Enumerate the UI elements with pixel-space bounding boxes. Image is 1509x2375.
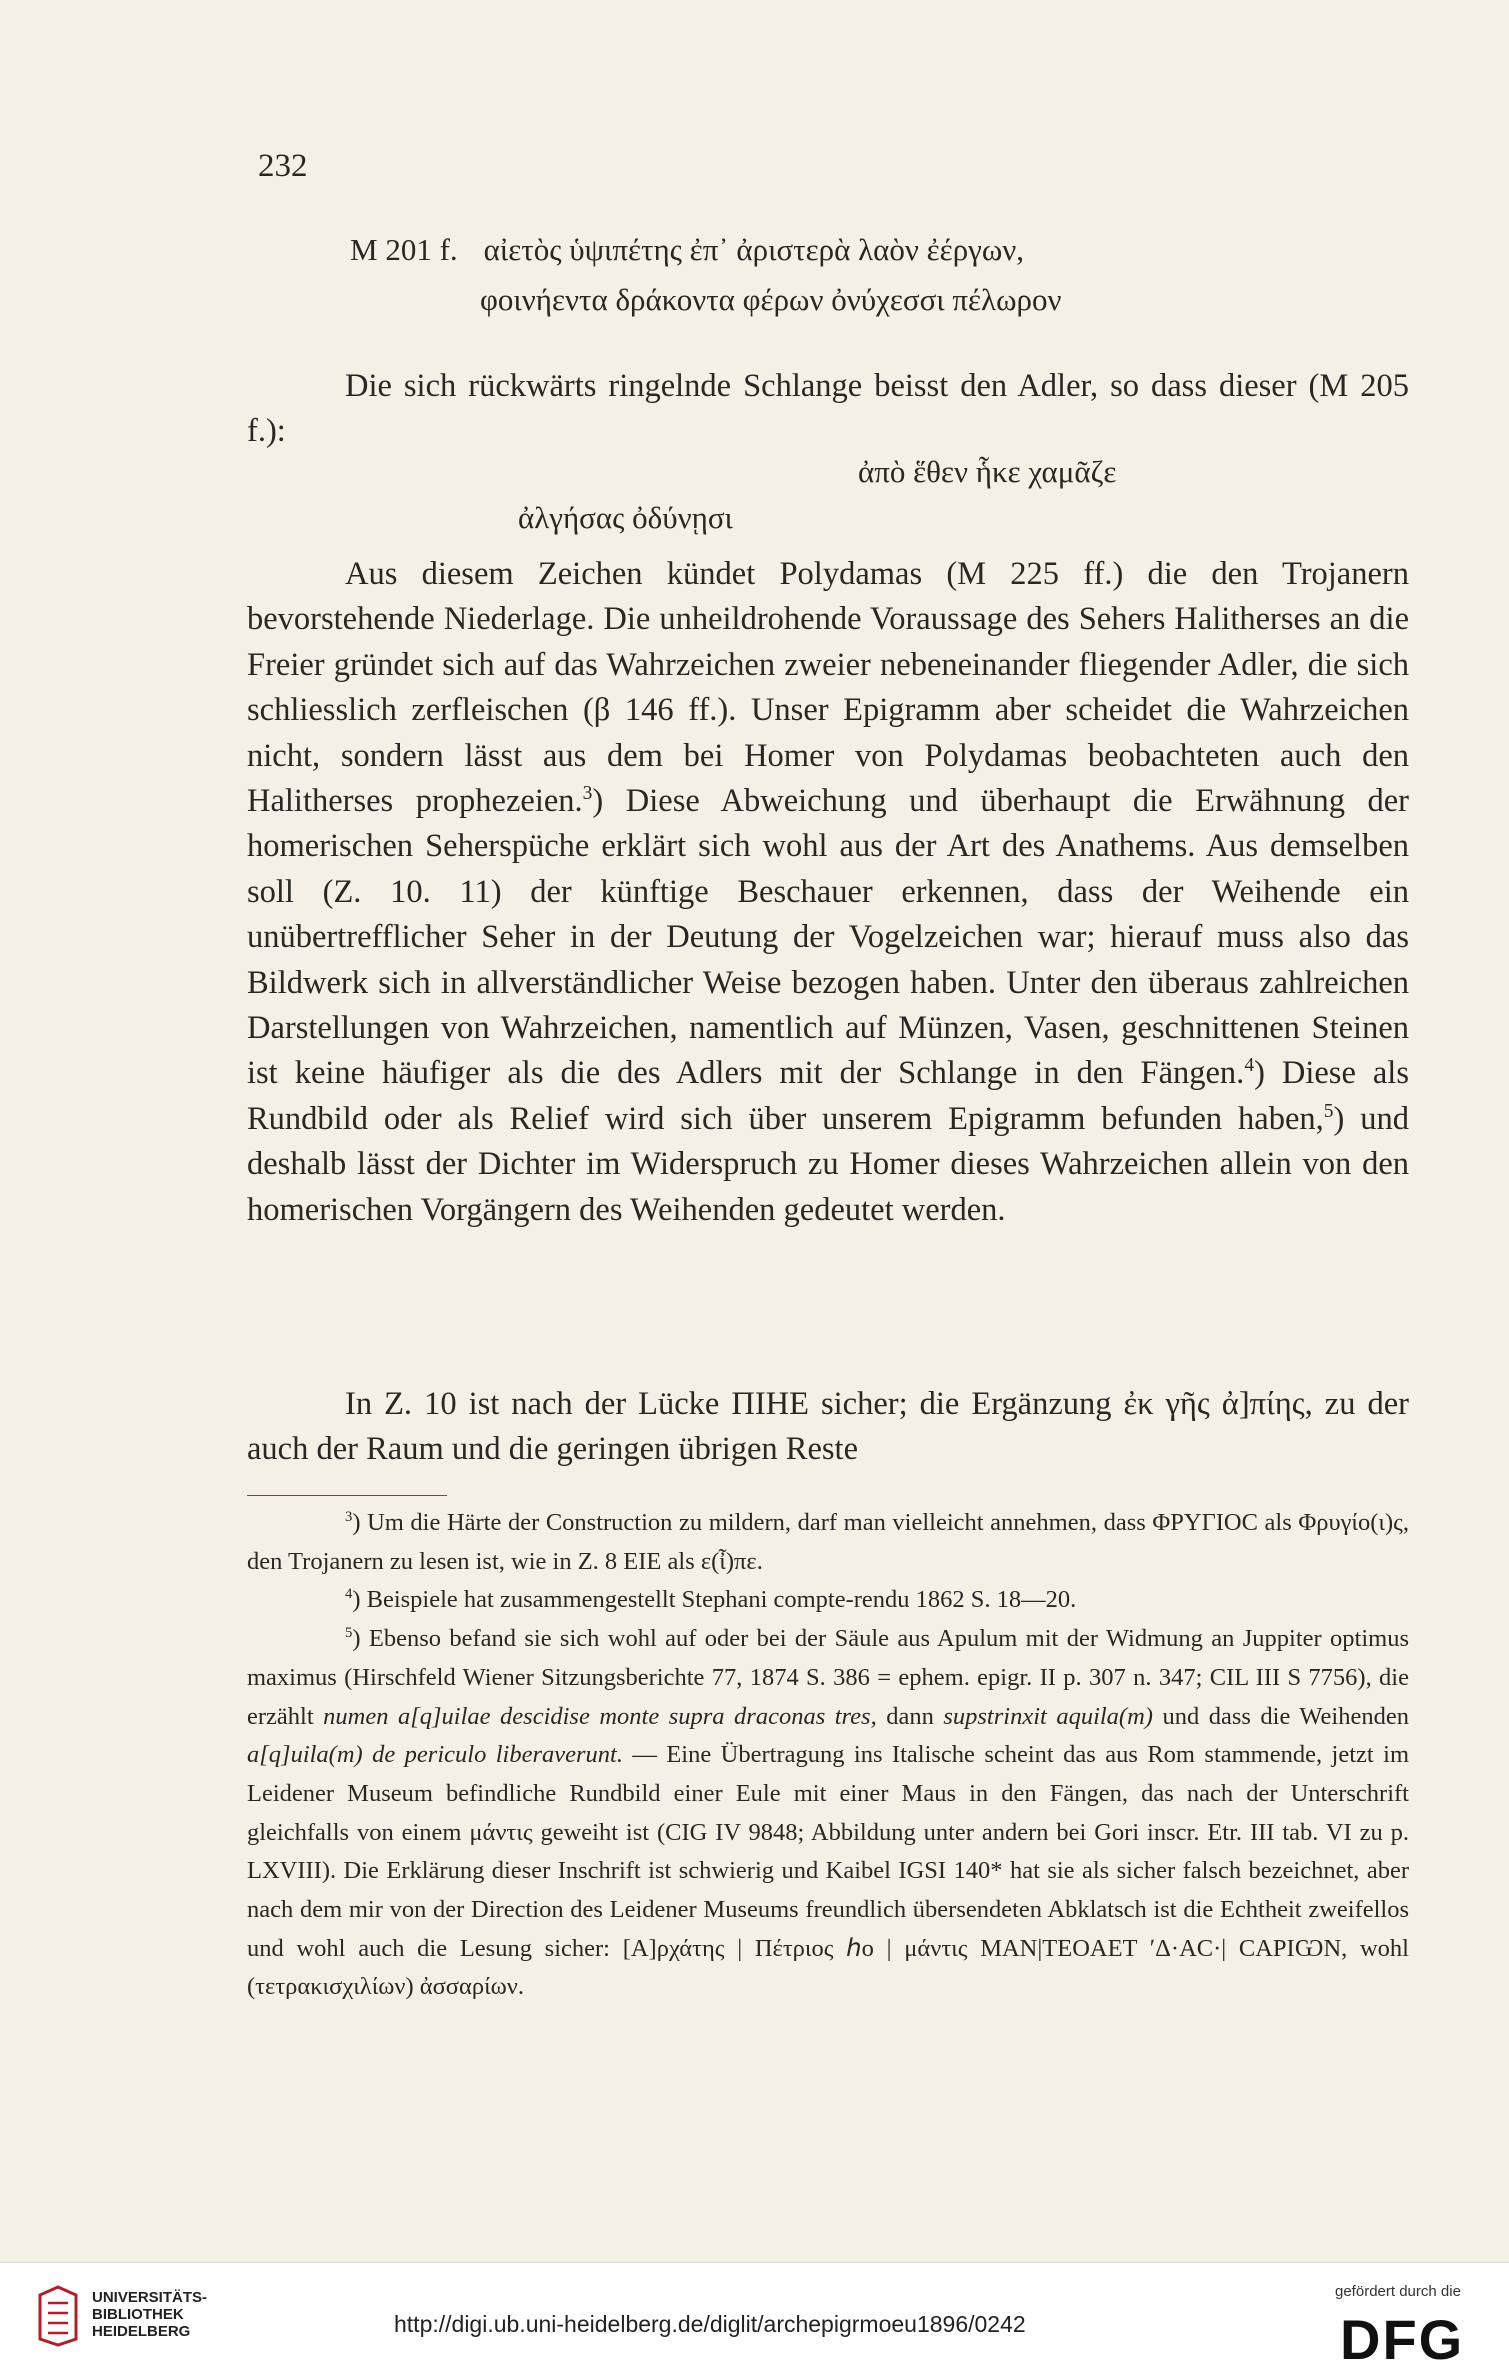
- digitization-footer: [0, 2262, 1509, 2375]
- paragraph-2: Aus diesem Zeichen kündet Polydamas (M 225 ff.) die den Trojanern bevorstehende Niederlage. Die unheildrohende Voraussage des Sehers Halitherses an die Freier gründet sich auf das Wahrzeichen zweier nebeneinander fliegender Adler, die sich schliesslich zerfleischen (β 146 ff.). Unser Epigramm aber scheidet die Wahrzeichen nicht, sondern lässt aus dem bei Homer von Polydamas beobachteten auch den Halitherses prophezeien.$^3$) Diese Abweichung und überhaupt die Erwähnung der homerischen Seherspüche erklärt sich wohl aus der Art des Anathems. Aus demselben soll (Z. 10. 11) der künftige Beschauer erkennen, dass der Weihende ein unübertrefflicher Seher in der Deutung der Vogelzeichen war; hierauf muss also das Bildwerk sich in allverständlicher Weise bezogen haben. Unter den überaus zahlreichen Darstellungen von Wahrzeichen, namentlich auf Münzen, Vasen, geschnittenen Steinen ist keine häufiger als die des Adlers mit der Schlange in den Fängen.$^4$) Diese als Rundbild oder als Relief wird sich über unserem Epigramm befunden haben,$^5$) und deshalb lässt der Dichter im Widerspruch zu Homer dieses Wahrzeichen allein von den homerischen Vorgängern des Weihenden gedeutet werden.: [247, 556, 1409, 1228]
- page-number: 232: [258, 148, 308, 184]
- footnote-separator: [247, 1495, 447, 1496]
- footnote-3: $^3$) Um die Härte der Construction zu mildern, darf man vielleicht annehmen, dass ΦΡΥΓΙΟC als Φρυγίο(ι)ς, den Trojanern zu lesen ist, wie in Z. 8 ΕΙΕ als ε(ἶ)πε.: [247, 1508, 1409, 1575]
- footnote-5: $^5$) Ebenso befand sie sich wohl auf oder bei der Säule aus Apulum mit der Widmung an Juppiter optimus maximus (Hirschfeld Wiener Sitzungsberichte 77, 1874 S. 386 = ephem. epigr. II p. 307 n. 347; CIL III S 7756), die erzählt numen a[q]uilae descidise monte supra draconas tres, dann supstrinxit aquila(m) und dass die Weihenden a[q]uila(m) de periculo liberaverunt. — Eine Übertragung ins Italische scheint das aus Rom stammende, jetzt im Leidener Museum befindliche Rundbild einer Eule mit einer Maus in den Fängen, das nach der Unterschrift gleichfalls von einem μάντις geweiht ist (CIG IV 9848; Abbildung unter andern bei Gori inscr. Etr. III tab. VI zu p. LXVIII). Die Erklärung dieser Inschrift ist schwierig und Kaibel IGSI 140* hat sie als sicher falsch bezeichnet, aber nach dem mir von der Direction des Leidener Museums freundlich übersendeten Abklatsch ist die Echtheit zweifellos und wohl auch die Lesung sicher: [Α]ρχάτης | Πέτριος ℎo | μάντις MAN|TEOAET ʹΔ·AC·| CAPIѠN, wohl (τετρακισχιλίων) ἀσσαρίων.: [247, 1624, 1409, 2001]
- permalink-url[interactable]: http://digi.ub.uni-heidelberg.de/diglit/archepigrmoeu1896/0242: [394, 2311, 1026, 2337]
- dfg-logo: DFG: [1340, 2308, 1465, 2371]
- footnote-ref-4[interactable]: 4: [1244, 1055, 1255, 1077]
- greek-quote-line-2: φοινήεντα δράκοντα φέρων ὀνύχεσσι πέλωρον: [480, 282, 1062, 317]
- footnote-ref-3[interactable]: 3: [582, 783, 593, 805]
- greek-quote-line-3: ἀπὸ ἕθεν ἧκε χαμᾶζε: [858, 454, 1117, 489]
- footnote-4: $^4$) Beispiele hat zusammengestellt Stephani compte-rendu 1862 S. 18—20.: [345, 1586, 1077, 1614]
- greek-quote-line-4: ἀλγήσας ὀδύνῃσι: [518, 500, 733, 535]
- footnotes: [247, 1504, 1409, 2007]
- paragraph-1: Die sich rückwärts ringelnde Schlange beisst den Adler, so dass dieser (M 205 f.):: [247, 368, 1409, 450]
- university-library-logo-icon: [34, 2285, 82, 2347]
- paragraph-3: In Z. 10 ist nach der Lücke ΠΙΗΕ sicher; die Ergänzung ἐκ γῆς ἀ]πίης, zu der auch der Raum und die geringen übrigen Reste: [247, 1386, 1409, 1468]
- quote-reference: M 201 f.: [350, 232, 458, 267]
- university-library-name: UNIVERSITÄTS- BIBLIOTHEK HEIDELBERG: [92, 2289, 208, 2340]
- greek-quote-line-1: [350, 232, 1024, 268]
- footnote-ref-5[interactable]: 5: [1323, 1101, 1334, 1123]
- quote-text-1: αἰετὸς ὑψιπέτης ἐπ᾽ ἀριστερὰ λαὸν ἐέργων,: [483, 232, 1025, 267]
- funding-caption: gefördert durch die: [1335, 2283, 1461, 2300]
